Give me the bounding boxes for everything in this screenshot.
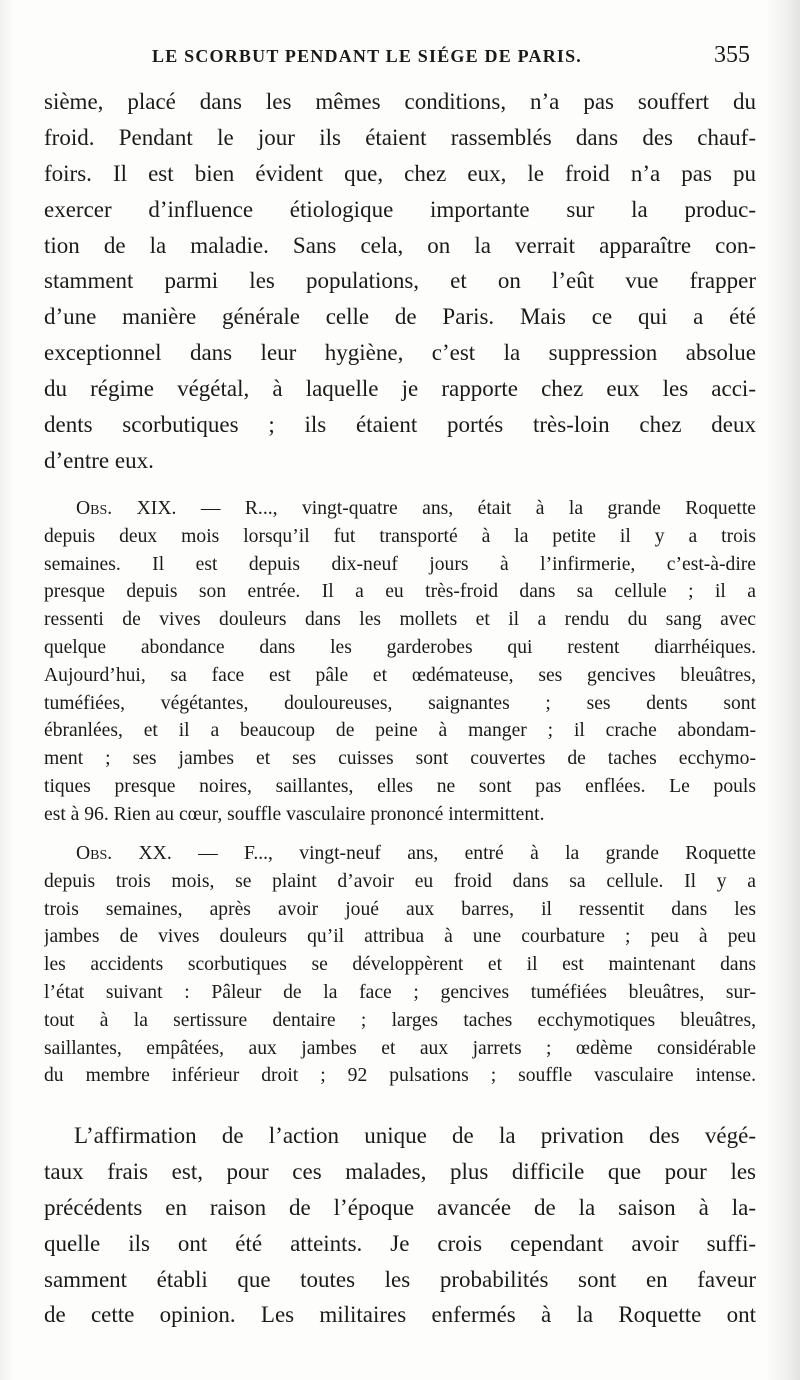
text-line: exercer d’influence étiologique importante sur la produc- bbox=[44, 196, 756, 222]
text-line: foirs. Il est bien évident que, chez eux, le froid n’a pas pu bbox=[44, 160, 756, 186]
text-line: précédents en raison de l’époque avancée de la saison à la- bbox=[44, 1194, 756, 1220]
text-line: depuis trois mois, se plaint d’avoir eu froid dans sa cellule. Il y a bbox=[44, 870, 756, 892]
paragraph-1 bbox=[44, 84, 756, 479]
text-line: quelle ils ont été atteints. Je crois cependant avoir suffi- bbox=[44, 1230, 756, 1256]
text-line: tion de la maladie. Sans cela, on la verrait apparaître con- bbox=[44, 232, 756, 258]
text-line: est à 96. Rien au cœur, souffle vasculaire prononcé intermittent. bbox=[44, 803, 545, 825]
text-line: Aujourd’hui, sa face est pâle et œdémateuse, ses gencives bleuâtres, bbox=[44, 664, 756, 686]
facing-page-bleed bbox=[766, 0, 800, 1380]
text-line: depuis deux mois lorsqu’il fut transporté à la petite il y a trois bbox=[44, 525, 756, 547]
text-line: semaines. Il est depuis dix-neuf jours à l’infirmerie, c’est-à-dire bbox=[44, 553, 756, 575]
obs-label: Obs. bbox=[76, 843, 113, 864]
page-header bbox=[44, 40, 754, 76]
text-line: exceptionnel dans leur hygiène, c’est la suppression absolue bbox=[44, 340, 756, 366]
text-line: tiques presque noires, saillantes, elles ne sont pas enflées. Le pouls bbox=[44, 775, 756, 797]
text-line: du régime végétal, à laquelle je rapporte chez eux les acci- bbox=[44, 376, 756, 402]
text-line: ressenti de vives douleurs dans les mollets et il a rendu du sang avec bbox=[44, 609, 756, 631]
text-line: d’une manière générale celle de Paris. Mais ce qui a été bbox=[44, 304, 756, 330]
text-line: trois semaines, après avoir joué aux barres, il ressentit dans les bbox=[44, 898, 756, 920]
text-line: dents scorbutiques ; ils étaient portés très-loin chez deux bbox=[44, 412, 756, 438]
text-line: stamment parmi les populations, et on l’eût vue frapper bbox=[44, 268, 756, 294]
obs-numeral: XIX. bbox=[136, 498, 177, 519]
text-line: froid. Pendant le jour ils étaient rassemblés dans des chauf- bbox=[44, 124, 756, 150]
text-line: samment établi que toutes les probabilités sont en faveur bbox=[44, 1266, 756, 1292]
text-line: taux frais est, pour ces malades, plus difficile que pour les bbox=[44, 1158, 756, 1184]
text-line: quelque abondance dans les garderobes qui restent diarrhéiques. bbox=[44, 636, 756, 658]
page-number: 355 bbox=[714, 42, 750, 68]
text-line: jambes de vives douleurs qu’il attribua à une courbature ; peu à peu bbox=[44, 926, 756, 948]
paragraph-2 bbox=[44, 1118, 756, 1333]
text-line: de cette opinion. Les militaires enfermés à la Roquette ont bbox=[44, 1302, 756, 1328]
obs-first-line: — F..., vingt-neuf ans, entré à la grande Roquette bbox=[198, 843, 756, 864]
text-line: ébranlées, et il a beaucoup de peine à manger ; il crache abondam- bbox=[44, 720, 756, 742]
text-line: sième, placé dans les mêmes conditions, n’a pas souffert du bbox=[44, 89, 756, 114]
obs-numeral: XX. bbox=[138, 843, 172, 864]
text-line: tout à la sertissure dentaire ; larges taches ecchymotiques bleuâtres, bbox=[44, 1009, 756, 1031]
text-line: ment ; ses jambes et ses cuisses sont couvertes de taches ecchymo- bbox=[44, 748, 756, 770]
observation-19 bbox=[44, 495, 756, 829]
observation-20 bbox=[44, 840, 756, 1090]
text-line: tuméfiées, végétantes, douloureuses, saignantes ; ses dents sont bbox=[44, 692, 756, 714]
text-line: du membre inférieur droit ; 92 pulsations ; souffle vasculaire intense. bbox=[44, 1065, 756, 1087]
text-line: saillantes, empâtées, aux jambes et aux jarrets ; œdème considérable bbox=[44, 1037, 756, 1059]
obs-label: Obs. bbox=[76, 498, 113, 519]
observation-heading-line bbox=[44, 840, 756, 868]
text-line: L’affirmation de l’action unique de la privation des végé- bbox=[74, 1123, 756, 1148]
text-line: l’état suivant : Pâleur de la face ; gencives tuméfiées bleuâtres, sur- bbox=[44, 981, 756, 1003]
page-gutter-shadow bbox=[0, 0, 14, 1380]
text-line: les accidents scorbutiques se développèrent et il est maintenant dans bbox=[44, 954, 756, 976]
text-line: presque depuis son entrée. Il a eu très-froid dans sa cellule ; il a bbox=[44, 581, 756, 603]
obs-first-line: — R..., vingt-quatre ans, était à la grande Roquette bbox=[200, 498, 756, 519]
text-line: d’entre eux. bbox=[44, 447, 154, 473]
running-title: LE SCORBUT PENDANT LE SIÉGE DE PARIS. bbox=[152, 46, 583, 66]
observation-heading-line bbox=[44, 495, 756, 523]
